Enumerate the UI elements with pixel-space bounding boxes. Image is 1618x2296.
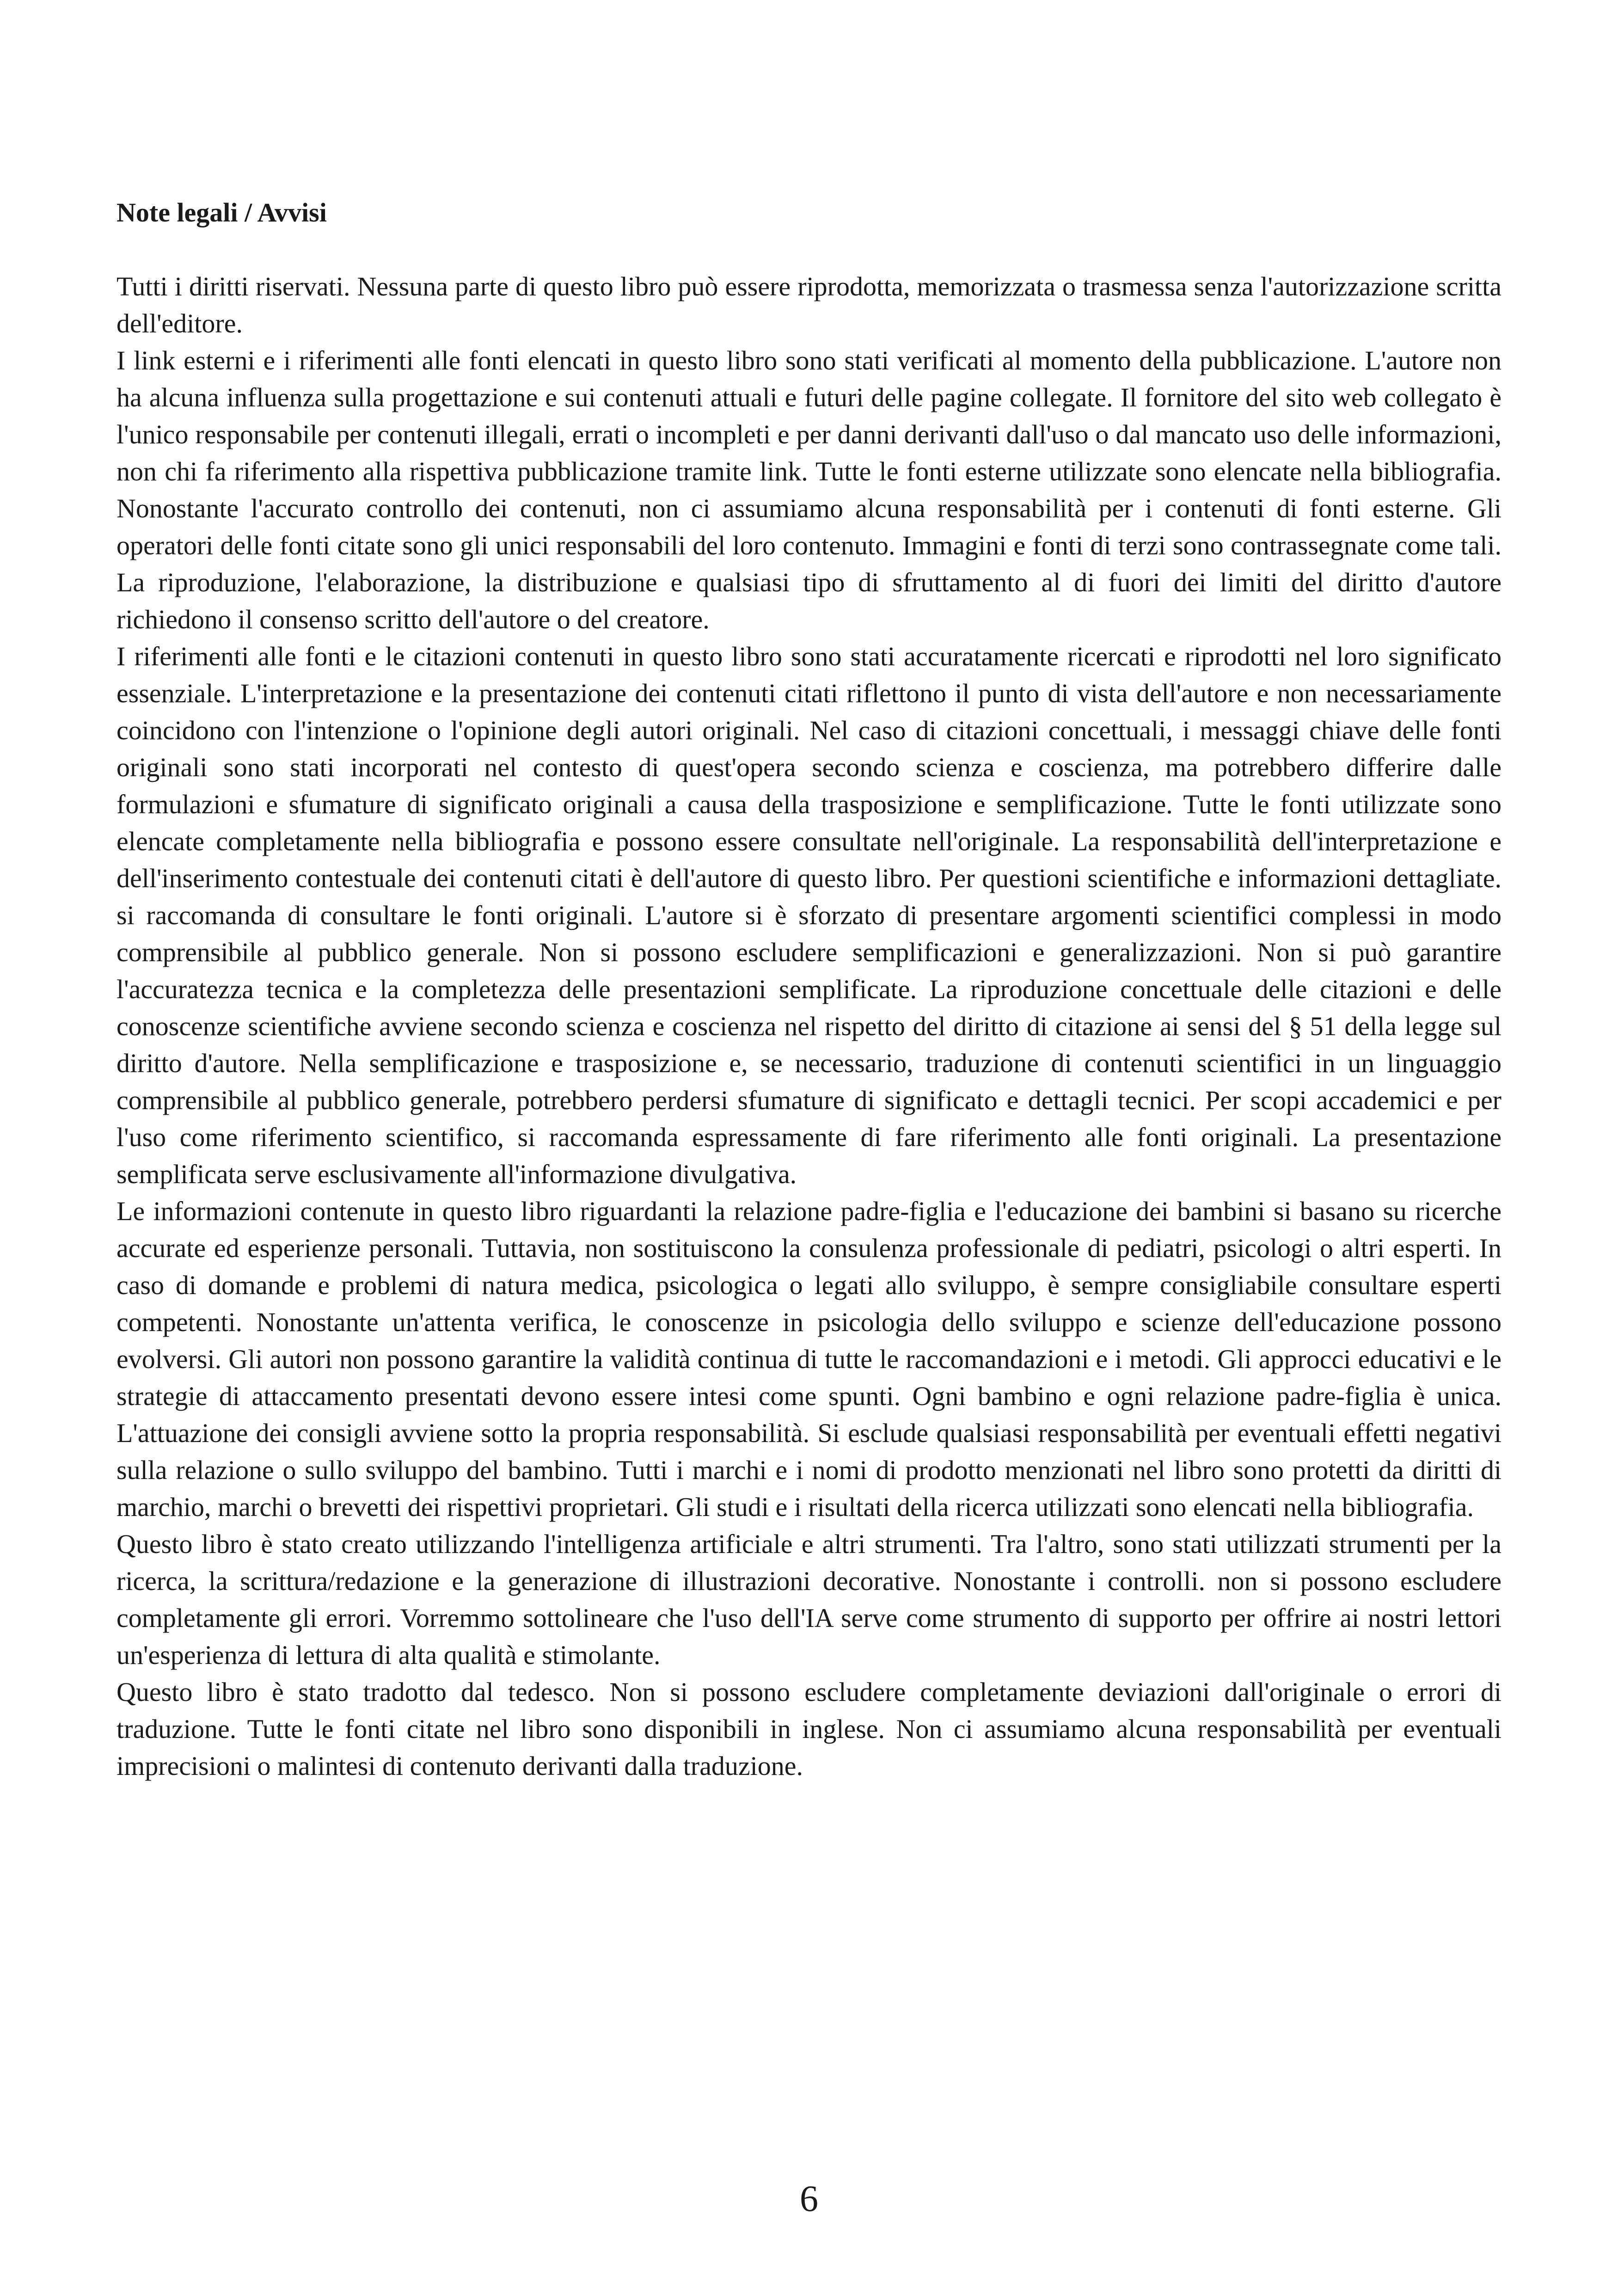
page-content (116, 194, 1502, 1785)
paragraph-translation: Questo libro è stato tradotto dal tedesco. Non si possono escludere completamente deviazioni dall'originale o errori di traduzione. Tutte le fonti citate nel libro sono disponibili in inglese. Non ci assumiamo alcuna responsabilità per eventuali imprecisioni o malintesi di contenuto derivanti dalla traduzione. (116, 1677, 1502, 1781)
paragraph-parenting-disclaimer: Le informazioni contenute in questo libro riguardanti la relazione padre-figlia e l'educazione dei bambini si basano su ricerche accurate ed esperienze personali. Tuttavia, non sostituiscono la consulenza professionale di pediatri, psicologi o altri esperti. In caso di domande e problemi di natura medica, psicologica o legati allo sviluppo, è sempre consigliabile consultare esperti competenti. Nonostante un'attenta verifica, le conoscenze in psicologia dello sviluppo e scienze dell'educazione possono evolversi. Gli autori non possono garantire la validità continua di tutte le raccomandazioni e i metodi. Gli approcci educativi e le strategie di attaccamento presentati devono essere intesi come spunti. Ogni bambino e ogni relazione padre-figlia è unica. L'attuazione dei consigli avviene sotto la propria responsabilità. Si esclude qualsiasi responsabilità per eventuali effetti negativi sulla relazione o sullo sviluppo del bambino. Tutti i marchi e i nomi di prodotto menzionati nel libro sono protetti da diritti di marchio, marchi o brevetti dei rispettivi proprietari. Gli studi e i risultati della ricerca utilizzati sono elencati nella bibliografia. (116, 1196, 1502, 1522)
paragraph-copyright: Tutti i diritti riservati. Nessuna parte di questo libro può essere riprodotta, memorizzata o trasmessa senza l'autorizzazione scritta dell'editore. (116, 271, 1502, 338)
page-number: 6 (800, 2179, 818, 2219)
paragraph-ai-usage: Questo libro è stato creato utilizzando l'intelligenza artificiale e altri strumenti. Tra l'altro, sono stati utilizzati strumenti per la ricerca, la scrittura/redazione e la generazione di illustrazioni decorative. Nonostante i controlli. non si possono escludere completamente gli errori. Vorremmo sottolineare che l'uso dell'IA serve come strumento di supporto per offrire ai nostri lettori un'esperienza di lettura di alta qualità e stimolante. (116, 1529, 1502, 1670)
paragraph-external-links: I link esterni e i riferimenti alle fonti elencati in questo libro sono stati verificati al momento della pubblicazione. L'autore non ha alcuna influenza sulla progettazione e sui contenuti attuali e futuri delle pagine collegate. Il fornitore del sito web collegato è l'unico responsabile per contenuti illegali, errati o incompleti e per danni derivanti dall'uso o dal mancato uso delle informazioni, non chi fa riferimento alla rispettiva pubblicazione tramite link. Tutte le fonti esterne utilizzate sono elencate nella bibliografia. Nonostante l'accurato controllo dei contenuti, non ci assumiamo alcuna responsabilità per i contenuti di fonti esterne. Gli operatori delle fonti citate sono gli unici responsabili del loro contenuto. Immagini e fonti di terzi sono contrassegnate come tali. La riproduzione, l'elaborazione, la distribuzione e qualsiasi tipo di sfruttamento al di fuori dei limiti del diritto d'autore richiedono il consenso scritto dell'autore o del creatore. (116, 345, 1502, 634)
paragraph-citations: I riferimenti alle fonti e le citazioni contenuti in questo libro sono stati accuratamente ricercati e riprodotti nel loro significato essenziale. L'interpretazione e la presentazione dei contenuti citati riflettono il punto di vista dell'autore e non necessariamente coincidono con l'intenzione o l'opinione degli autori originali. Nel caso di citazioni concettuali, i messaggi chiave delle fonti originali sono stati incorporati nel contesto di quest'opera secondo scienza e coscienza, ma potrebbero differire dalle formulazioni e sfumature di significato originali a causa della trasposizione e semplificazione. Tutte le fonti utilizzate sono elencate completamente nella bibliografia e possono essere consultate nell'originale. La responsabilità dell'interpretazione e dell'inserimento contestuale dei contenuti citati è dell'autore di questo libro. Per questioni scientifiche e informazioni dettagliate. si raccomanda di consultare le fonti originali. L'autore si è sforzato di presentare argomenti scientifici complessi in modo comprensibile al pubblico generale. Non si possono escludere semplificazioni e generalizzazioni. Non si può garantire l'accuratezza tecnica e la completezza delle presentazioni semplificate. La riproduzione concettuale delle citazioni e delle conoscenze scientifiche avviene secondo scienza e coscienza nel rispetto del diritto di citazione ai sensi del § 51 della legge sul diritto d'autore. Nella semplificazione e trasposizione e, se necessario, traduzione di contenuti scientifici in un linguaggio comprensibile al pubblico generale, potrebbero perdersi sfumature di significato e dettagli tecnici. Per scopi accademici e per l'uso come riferimento scientifico, si raccomanda espressamente di fare riferimento alle fonti originali. La presentazione semplificata serve esclusivamente all'informazione divulgativa. (116, 641, 1502, 1189)
section-heading: Note legali / Avvisi (116, 197, 327, 227)
